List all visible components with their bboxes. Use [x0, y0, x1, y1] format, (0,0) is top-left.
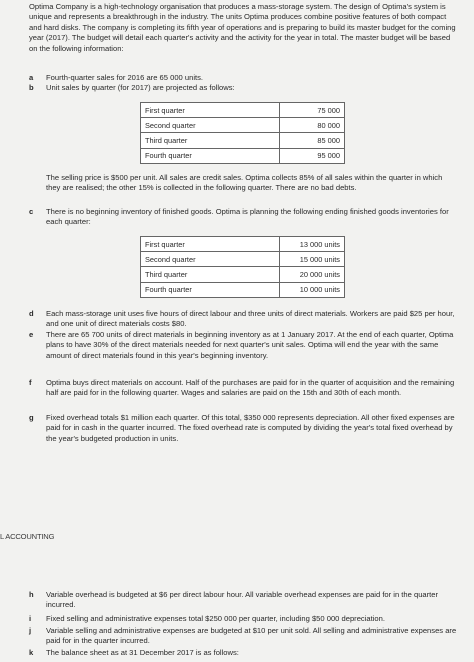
sales-note-paragraph: The selling price is $500 per unit. All sales are credit sales. Optima collects 85% of all sales within the quarter in which they are realised; the other 15% is collected in the following quarter. There are no bad debts.	[46, 173, 443, 193]
item-text: Fixed overhead totals $1 million each quarter. Of this total, $350 000 represents depreciation. All other fixed expenses are paid for in cash in the quarter incurred. The fixed overhead rate is computed by dividing the year's total fixed overhead by the year's budgeted production in units.	[46, 413, 455, 443]
table-row	[141, 252, 345, 267]
item-letter: b	[29, 83, 34, 92]
item-letter: k	[29, 648, 34, 657]
quarter-label: First quarter	[141, 103, 280, 118]
item-letter: d	[29, 309, 34, 318]
quarter-label: Second quarter	[141, 118, 280, 133]
item-letter: a	[29, 73, 34, 82]
item-text: There is no beginning inventory of finished goods. Optima is planning the following ending finished goods inventories for each quarter:	[46, 207, 449, 227]
intro-paragraph: Optima Company is a high-technology organisation that produces a mass-storage system. The design of Optima's system is unique and represents a breakthrough in the industry. The units Optima produces combine positive features of both compact and hard disks. The company is completing its fifth year of operations and is preparing to build its master budget for the coming year (2017). The budget will detail each quarter's activity and the activity for the year in total. The master budget will be based on the following information:	[29, 2, 456, 53]
table-row	[141, 237, 345, 252]
item-text: Variable overhead is budgeted at $6 per direct labour hour. All variable overhead expenses are paid for in the quarter incurred.	[46, 590, 439, 610]
quarter-label: Fourth quarter	[141, 148, 280, 163]
item-letter: i	[29, 614, 32, 623]
quarter-value: 20 000 units	[280, 267, 345, 282]
item-letter: g	[29, 413, 34, 422]
quarter-value: 85 000	[280, 133, 345, 148]
quarter-value: 10 000 units	[280, 282, 345, 297]
quarter-value: 15 000 units	[280, 252, 345, 267]
item-text: Fixed selling and administrative expenses total $250 000 per quarter, including $50 000 depreciation.	[46, 614, 385, 623]
quarter-label: Third quarter	[141, 267, 280, 282]
item-text: Fourth-quarter sales for 2016 are 65 000 units.	[46, 73, 204, 82]
quarter-label: Third quarter	[141, 133, 280, 148]
quarter-value: 95 000	[280, 148, 345, 163]
table-row	[141, 267, 345, 282]
item-text: Variable selling and administrative expenses are budgeted at $10 per unit sold. All selling and administrative expenses are paid for in the quarter incurred.	[46, 626, 457, 646]
item-letter: c	[29, 207, 34, 216]
table-row	[141, 118, 345, 133]
quarter-value: 13 000 units	[280, 237, 345, 252]
quarter-label: First quarter	[141, 237, 280, 252]
item-text: Unit sales by quarter (for 2017) are projected as follows:	[46, 83, 235, 92]
item-letter: e	[29, 330, 34, 339]
table-row	[141, 133, 345, 148]
table-row	[141, 148, 345, 163]
item-text: The balance sheet as at 31 December 2017 is as follows:	[46, 648, 239, 657]
sales-by-quarter-table	[140, 102, 345, 164]
item-text: There are 65 700 units of direct materials in beginning inventory as at 1 January 2017. At the end of each quarter, Optima plans to have 30% of the direct materials needed for next quarter's unit sales. Optima will end the year with the same amount of direct materials found in this year's beginning inventory.	[46, 330, 454, 360]
table-row	[141, 282, 345, 297]
item-letter: j	[29, 626, 32, 635]
item-letter: f	[29, 378, 32, 387]
quarter-value: 75 000	[280, 103, 345, 118]
quarter-label: Fourth quarter	[141, 282, 280, 297]
table-row	[141, 103, 345, 118]
item-text: Optima buys direct materials on account. Half of the purchases are paid for in the quarter of acquisition and the remaining half are paid for in the following quarter. Wages and salaries are paid on the 15th and 30th of each month.	[46, 378, 455, 398]
item-letter: h	[29, 590, 34, 599]
quarter-value: 80 000	[280, 118, 345, 133]
quarter-label: Second quarter	[141, 252, 280, 267]
item-text: Each mass-storage unit uses five hours of direct labour and three units of direct materials. Workers are paid $25 per hour, and one unit of direct materials costs $80.	[46, 309, 455, 329]
running-footer-label: L ACCOUNTING	[0, 532, 55, 541]
ending-inventory-table	[140, 236, 345, 298]
